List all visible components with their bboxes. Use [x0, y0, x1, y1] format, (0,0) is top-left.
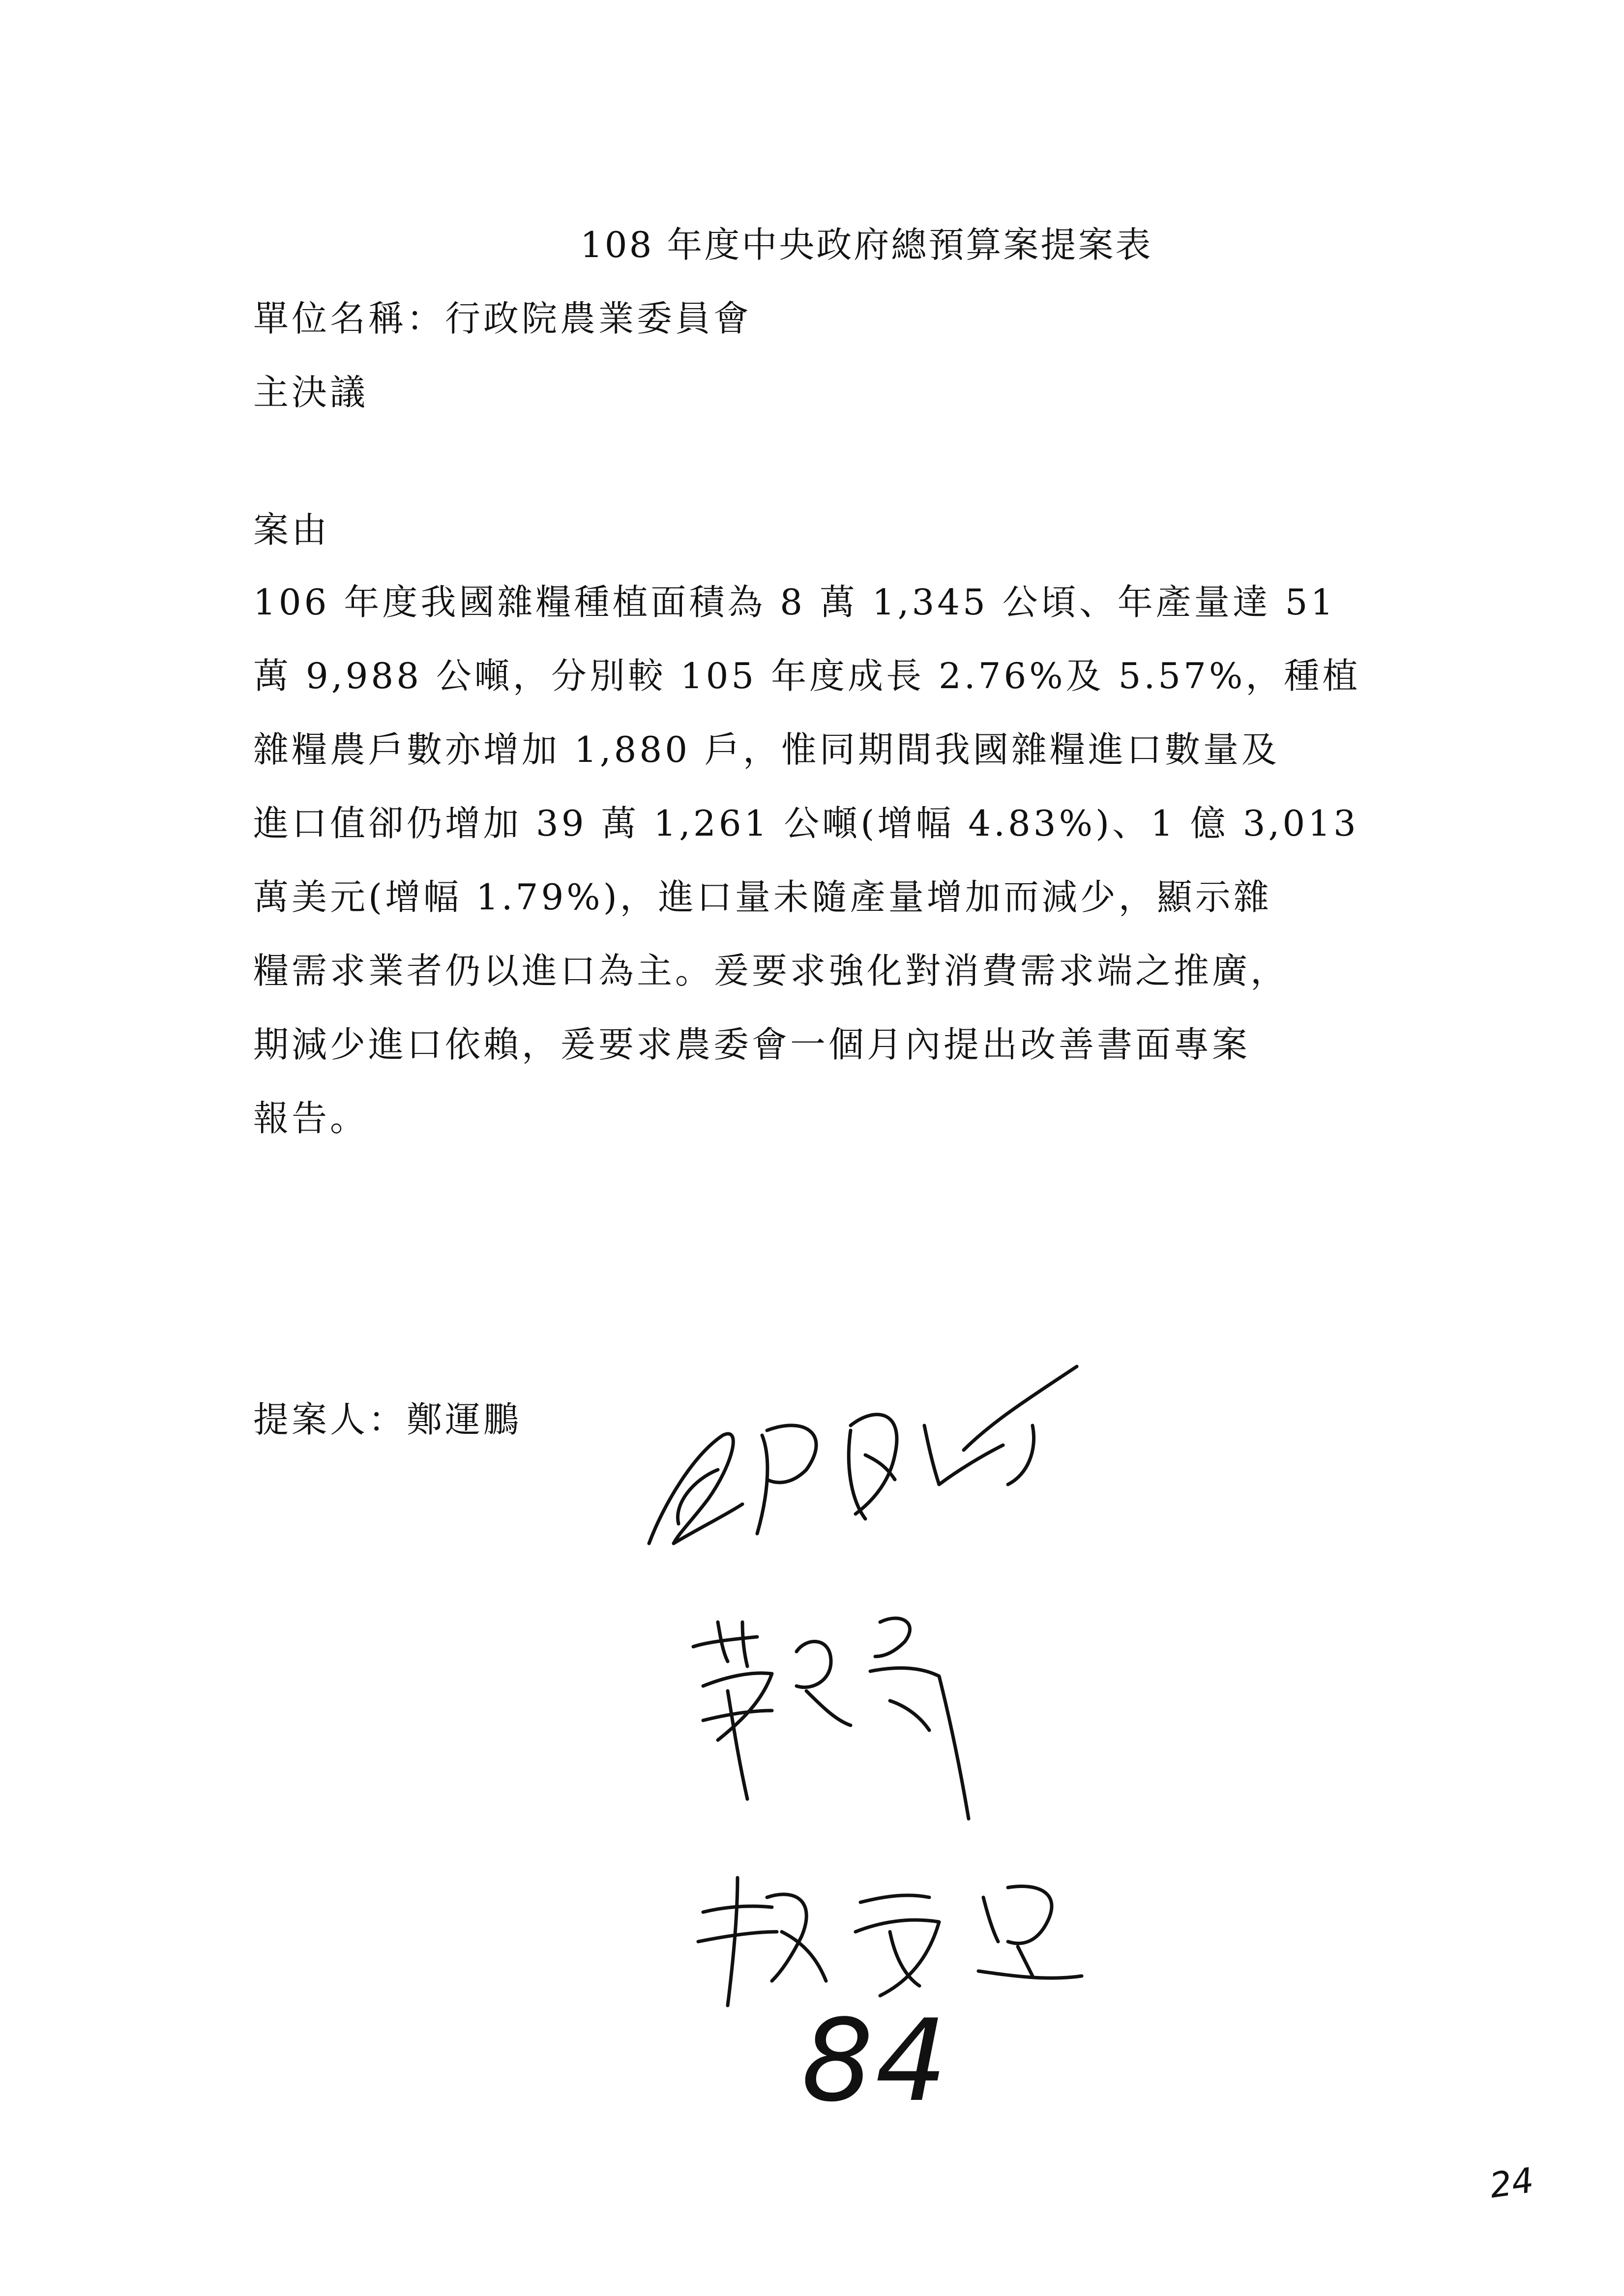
reason-line: 糧需求業者仍以進口為主。爰要求強化對消費需求端之推廣， [253, 950, 1289, 991]
reason-line: 萬 9,988 公噸，分別較 105 年度成長 2.76%及 5.57%，種植 [253, 655, 1361, 697]
document-title: 108 年度中央政府總預算案提案表 [580, 224, 1153, 265]
signature-1 [620, 1357, 1101, 1563]
reason-line: 雜糧農戶數亦增加 1,880 戶，惟同期間我國雜糧進口數量及 [253, 729, 1280, 770]
handwritten-number: 84 [801, 1996, 949, 2127]
signature-2 [674, 1593, 993, 1829]
unit-name: 單位名稱：行政院農業委員會 [253, 298, 752, 339]
reason-line: 106 年度我國雜糧種植面積為 8 萬 1,345 公頃、年產量達 51 [253, 581, 1336, 623]
corner-page-mark: 24 [1487, 2160, 1536, 2206]
reason-line: 進口值卻仍增加 39 萬 1,261 公噸(增幅 4.83%)、1 億 3,013 [253, 803, 1359, 844]
reason-line: 期減少進口依賴，爰要求農委會一個月內提出改善書面專案 [253, 1024, 1251, 1065]
reason-heading: 案由 [253, 509, 330, 551]
reason-line: 報告。 [253, 1098, 369, 1139]
signature-3 [683, 1858, 1092, 2015]
decision-type: 主決議 [253, 372, 369, 413]
proposer-label: 提案人：鄭運鵬 [253, 1399, 522, 1440]
reason-line: 萬美元(增幅 1.79%)，進口量未隨產量增加而減少，顯示雜 [253, 876, 1272, 918]
reason-body [253, 565, 1399, 1155]
